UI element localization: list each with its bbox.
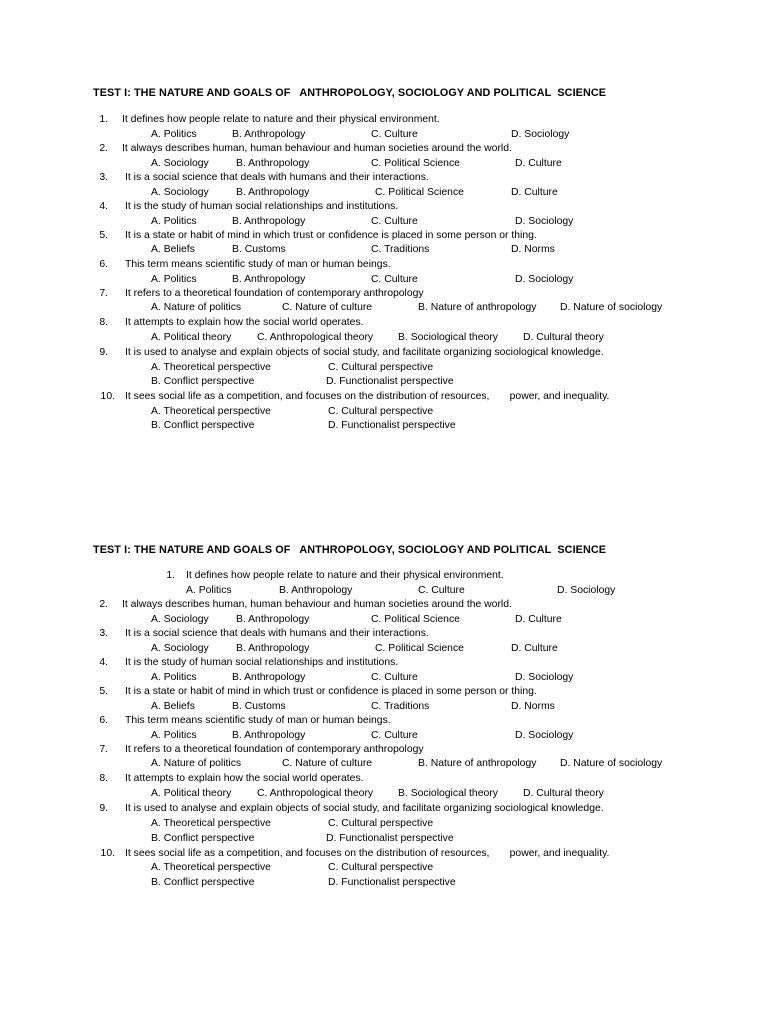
option: A. Political theory <box>151 332 232 343</box>
option: D. Cultural theory <box>523 332 604 343</box>
question-number: 9. <box>99 347 108 358</box>
option: B. Anthropology <box>236 187 310 198</box>
question-number: 8. <box>99 317 108 328</box>
option: D. Nature of sociology <box>560 758 663 769</box>
option: D. Sociology <box>511 129 570 140</box>
test-title: TEST I: THE NATURE AND GOALS OF ANTHROPOLOGY, SOCIOLOGY AND POLITICAL SCIENCE <box>93 544 607 556</box>
option: A. Beliefs <box>151 701 195 712</box>
question-text: It refers to a theoretical foundation of contemporary anthropology <box>125 744 424 755</box>
option: C. Cultural perspective <box>328 406 434 417</box>
option: C. Culture <box>371 129 418 140</box>
option: A. Politics <box>151 129 197 140</box>
option: B. Nature of anthropology <box>418 758 537 769</box>
question-number: 9. <box>99 803 108 814</box>
option: D. Cultural theory <box>523 788 604 799</box>
option: B. Anthropology <box>232 730 306 741</box>
option: A. Sociology <box>151 614 209 625</box>
option: C. Culture <box>371 274 418 285</box>
option: C. Political Science <box>371 614 460 625</box>
option: C. Anthropological theory <box>257 788 374 799</box>
option: B. Anthropology <box>232 274 306 285</box>
question-text: It defines how people relate to nature and their physical environment. <box>122 114 440 125</box>
option: A. Politics <box>151 730 197 741</box>
question-number: 6. <box>99 259 108 270</box>
option: C. Nature of culture <box>282 302 373 313</box>
option: C. Political Science <box>375 643 464 654</box>
option: B. Anthropology <box>232 129 306 140</box>
question-text: This term means scientific study of man or human beings. <box>125 259 391 270</box>
question-number: 7. <box>99 288 108 299</box>
option: A. Politics <box>151 672 197 683</box>
question-text: It is used to analyse and explain objects of social study, and facilitate organizing sociological knowledge. <box>125 347 604 358</box>
option: B. Conflict perspective <box>151 376 255 387</box>
option: C. Anthropological theory <box>257 332 374 343</box>
question-text: It attempts to explain how the social world operates. <box>125 317 364 328</box>
option: D. Norms <box>511 701 555 712</box>
option: B. Conflict perspective <box>151 877 255 888</box>
question-number: 10. <box>100 848 115 859</box>
question-number: 1. <box>99 114 108 125</box>
question-number: 3. <box>99 628 108 639</box>
option: D. Culture <box>511 643 558 654</box>
option: C. Culture <box>371 672 418 683</box>
option: C. Political Science <box>371 158 460 169</box>
option: A. Politics <box>186 585 232 596</box>
question-number: 8. <box>99 773 108 784</box>
option: B. Customs <box>232 244 286 255</box>
option: C. Political Science <box>375 187 464 198</box>
option: D. Sociology <box>557 585 616 596</box>
question-number: 4. <box>99 657 108 668</box>
option: B. Sociological theory <box>398 788 498 799</box>
question-text: It is the study of human social relationships and institutions. <box>125 657 399 668</box>
option: C. Nature of culture <box>282 758 373 769</box>
option: A. Beliefs <box>151 244 195 255</box>
option: C. Traditions <box>371 244 430 255</box>
option: A. Theoretical perspective <box>151 406 271 417</box>
question-number: 2. <box>99 143 108 154</box>
option: D. Sociology <box>515 216 574 227</box>
option: D. Norms <box>511 244 555 255</box>
option: A. Sociology <box>151 158 209 169</box>
option: B. Anthropology <box>232 672 306 683</box>
question-text: It is used to analyse and explain objects of social study, and facilitate organizing sociological knowledge. <box>125 803 604 814</box>
option: C. Culture <box>418 585 465 596</box>
option: B. Nature of anthropology <box>418 302 537 313</box>
option: B. Anthropology <box>232 216 306 227</box>
question-text: It refers to a theoretical foundation of contemporary anthropology <box>125 288 424 299</box>
option: C. Traditions <box>371 701 430 712</box>
question-text: It defines how people relate to nature and their physical environment. <box>186 570 504 581</box>
option: A. Politics <box>151 216 197 227</box>
option: D. Culture <box>511 187 558 198</box>
option: D. Functionalist perspective <box>326 833 454 844</box>
question-text: This term means scientific study of man or human beings. <box>125 715 391 726</box>
option: B. Anthropology <box>236 614 310 625</box>
question-number: 1. <box>166 570 175 581</box>
option: A. Theoretical perspective <box>151 362 271 373</box>
question-number: 2. <box>99 599 108 610</box>
question-text: It is a social science that deals with humans and their interactions. <box>125 628 429 639</box>
option: A. Sociology <box>151 643 209 654</box>
question-text: It is the study of human social relationships and institutions. <box>125 201 399 212</box>
option: D. Culture <box>515 614 562 625</box>
question-number: 4. <box>99 201 108 212</box>
question-text: It is a state or habit of mind in which trust or confidence is placed in some person or thing. <box>125 230 537 241</box>
question-number: 5. <box>99 230 108 241</box>
option: A. Theoretical perspective <box>151 818 271 829</box>
question-text: It is a state or habit of mind in which trust or confidence is placed in some person or thing. <box>125 686 537 697</box>
question-text: It sees social life as a competition, and focuses on the distribution of resources, power, and inequality. <box>125 848 610 859</box>
option: B. Customs <box>232 701 286 712</box>
option: C. Culture <box>371 730 418 741</box>
question-number: 3. <box>99 172 108 183</box>
option: A. Nature of politics <box>151 758 242 769</box>
question-number: 10. <box>100 391 115 402</box>
option: C. Cultural perspective <box>328 862 434 873</box>
option: B. Conflict perspective <box>151 833 255 844</box>
question-text: It sees social life as a competition, and focuses on the distribution of resources, power, and inequality. <box>125 391 610 402</box>
option: B. Sociological theory <box>398 332 498 343</box>
option: D. Culture <box>515 158 562 169</box>
option: D. Sociology <box>515 730 574 741</box>
option: B. Anthropology <box>236 643 310 654</box>
question-number: 5. <box>99 686 108 697</box>
option: D. Sociology <box>515 274 574 285</box>
option: D. Functionalist perspective <box>328 420 456 431</box>
question-number: 7. <box>99 744 108 755</box>
question-text: It always describes human, human behaviour and human societies around the world. <box>122 143 512 154</box>
option: C. Culture <box>371 216 418 227</box>
option: D. Sociology <box>515 672 574 683</box>
question-text: It always describes human, human behaviour and human societies around the world. <box>122 599 512 610</box>
option: A. Political theory <box>151 788 232 799</box>
option: B. Anthropology <box>279 585 353 596</box>
option: D. Nature of sociology <box>560 302 663 313</box>
test-title: TEST I: THE NATURE AND GOALS OF ANTHROPOLOGY, SOCIOLOGY AND POLITICAL SCIENCE <box>93 87 607 99</box>
option: C. Cultural perspective <box>328 818 434 829</box>
option: D. Functionalist perspective <box>326 376 454 387</box>
option: A. Sociology <box>151 187 209 198</box>
question-number: 6. <box>99 715 108 726</box>
question-text: It is a social science that deals with humans and their interactions. <box>125 172 429 183</box>
question-text: It attempts to explain how the social world operates. <box>125 773 364 784</box>
option: A. Nature of politics <box>151 302 242 313</box>
option: A. Theoretical perspective <box>151 862 271 873</box>
option: C. Cultural perspective <box>328 362 434 373</box>
option: A. Politics <box>151 274 197 285</box>
option: B. Anthropology <box>236 158 310 169</box>
option: B. Conflict perspective <box>151 420 255 431</box>
option: D. Functionalist perspective <box>328 877 456 888</box>
